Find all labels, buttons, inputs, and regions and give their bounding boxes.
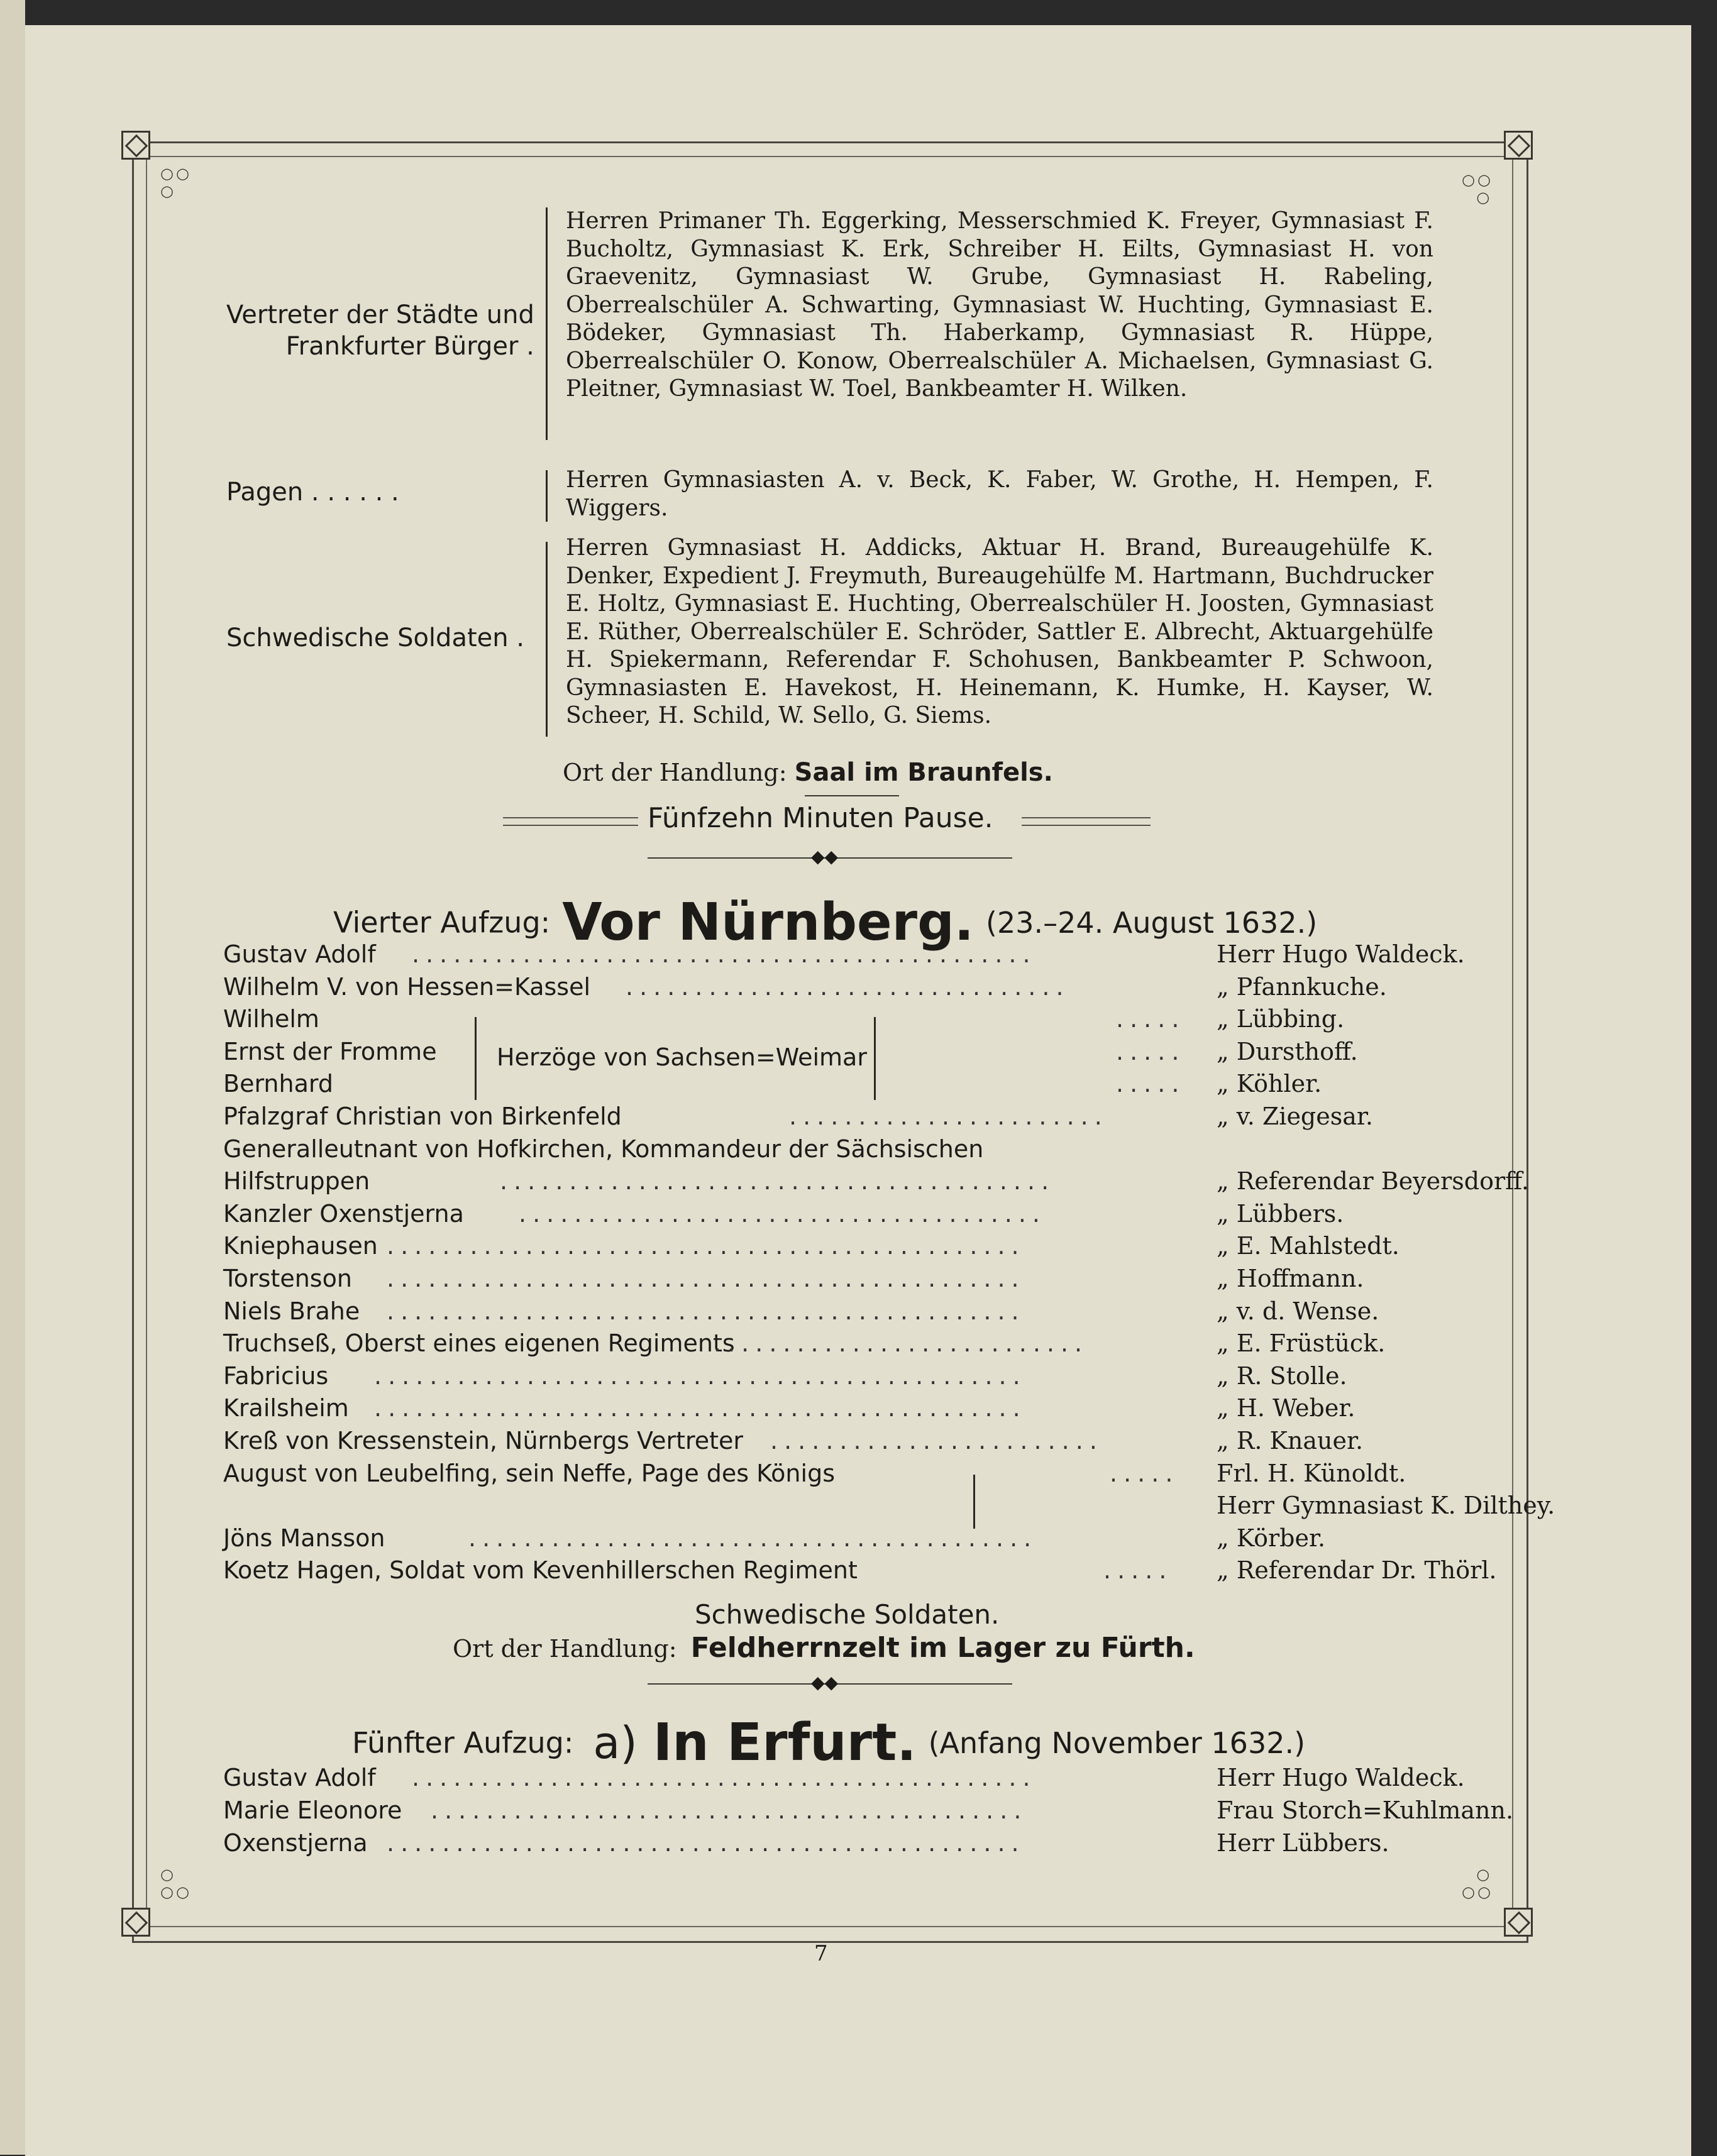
cast-row: [223, 1329, 1418, 1360]
leader-dots: .....: [1110, 1459, 1179, 1487]
actor-name: „ R. Knauer.: [1217, 1427, 1364, 1455]
place-name: Saal im Braunfels.: [794, 758, 1053, 787]
actor-name: „ Hoffmann.: [1217, 1265, 1364, 1292]
cast-row: [223, 1167, 1529, 1197]
role-name: Generalleutnant von Hofkirchen, Kommandeur der Sächsischen: [223, 1135, 984, 1163]
leader-dots: ................................: [626, 972, 1070, 1001]
actor-name: „ Pfannkuche.: [1217, 972, 1387, 1001]
corner-ornament-top-right: [1504, 131, 1533, 160]
leader-dots: ..............................................: [387, 1297, 1025, 1325]
leader-dots: .....: [1116, 1070, 1186, 1098]
cast-row: [223, 1232, 1418, 1262]
brace-pagen: [546, 470, 548, 522]
actor-name: „ Referendar Dr. Thörl.: [1217, 1556, 1497, 1585]
actor-name: „ E. Mahlstedt.: [1217, 1232, 1400, 1260]
role-name: Gustav Adolf: [223, 940, 376, 968]
group-text-vertreter: Herren Primaner Th. Eggerking, Messerschmied K. Freyer, Gymnasiast F. Bucholtz, Gymnasiast K. Erk, Schreiber H. Eilts, Gymnasiast H. von Graevenitz, Gymnasiast W. Grube, Gymnasiast H. Rabeling, Oberrealschüler A. Schwarting, Gymnasiast W. Huchting, Gymnasiast E. Bödeker, Gymnasiast Th. Haberkamp, Gymnasiast R. Hüppe, Oberrealschüler O. Konow, Oberrealschüler A. Michaelsen, Gymnasiast G. Pleitner, Gymnasiast W. Toel, Bankbeamter H. Wilken.: [566, 208, 1433, 402]
role-name: Truchseß, Oberst eines eigenen Regiments: [223, 1329, 735, 1358]
pause-heading: Fünfzehn Minuten Pause.: [648, 802, 993, 834]
leader-dots: ...............................................: [374, 1394, 1027, 1422]
brace-herzoege-right: [874, 1017, 876, 1100]
cast-row: [223, 1460, 1418, 1490]
label-line: Frankfurter Bürger .: [285, 332, 534, 361]
cast-row: [223, 1200, 1418, 1230]
leader-dots: .............................................: [412, 940, 1037, 968]
act5-date: (Anfang November 1632.): [928, 1725, 1306, 1760]
role-name: Wilhelm V. von Hessen=Kassel: [223, 972, 591, 1001]
cast-row: [223, 1362, 1418, 1392]
circle-ornament-icon: ○ ○○: [160, 1866, 192, 1901]
double-rule-right: [1022, 817, 1151, 826]
leader-dots: ........................: [770, 1427, 1103, 1455]
circle-ornament-icon: ○ ○○: [1462, 1866, 1493, 1901]
leader-dots: .......................: [789, 1103, 1108, 1130]
leader-dots: .........................................: [468, 1524, 1038, 1552]
role-name: Wilhelm: [223, 1005, 319, 1033]
role-name: Fabricius: [223, 1361, 329, 1390]
actor-name: „ Lübbers.: [1217, 1199, 1344, 1228]
cast-row: [223, 1524, 1418, 1554]
circle-ornament-icon: ○○ ○: [160, 165, 192, 200]
diamond-ornament-icon: ◆◆: [811, 846, 839, 867]
page-number: 7: [814, 1941, 828, 1966]
cast-row: [223, 1796, 1514, 1827]
place-name: Feldherrnzelt im Lager zu Fürth.: [690, 1632, 1195, 1664]
leader-dots: ..............................................: [387, 1829, 1025, 1857]
leader-dots: ..............................................: [387, 1265, 1025, 1292]
double-rule-left: [503, 817, 638, 826]
role-name: Kreß von Kressenstein, Nürnbergs Vertreter: [223, 1427, 744, 1455]
leader-dots: ..............................................: [387, 1232, 1025, 1260]
actor-name: Frau Storch=Kuhlmann.: [1217, 1796, 1514, 1824]
act5-prefix: Fünfter Aufzug:: [352, 1725, 574, 1760]
actor-name: „ E. Früstück.: [1217, 1329, 1386, 1358]
cast-row: [223, 940, 1465, 971]
group-label-pagen: Pagen . . . . . .: [226, 478, 399, 507]
act4-extra: Schwedische Soldaten.: [695, 1599, 1000, 1630]
place-line-2: [453, 1632, 1195, 1664]
cast-row: [223, 1394, 1418, 1424]
act4-title: Vor Nürnberg.: [562, 893, 974, 952]
brace-vertreter: [546, 207, 548, 440]
place-prefix: Ort der Handlung:: [563, 759, 787, 786]
corner-ornament-bottom-left: [121, 1908, 150, 1937]
cast-row: [223, 1829, 1418, 1859]
cast-row: [223, 1135, 1418, 1165]
leader-dots: .....: [1116, 1037, 1186, 1065]
role-name: Jöns Mansson: [223, 1524, 385, 1552]
place-prefix: Ort der Handlung:: [453, 1635, 677, 1663]
role-name: Kanzler Oxenstjerna: [223, 1199, 464, 1228]
book-spine: [0, 0, 25, 2155]
role-name: Torstenson: [223, 1265, 352, 1292]
actor-name: „ H. Weber.: [1217, 1394, 1355, 1422]
actor-name: „ Dursthoff.: [1217, 1037, 1358, 1065]
role-name: Kniephausen: [223, 1232, 378, 1260]
label-line: Vertreter der Städte und: [226, 300, 534, 329]
actor-name: „ v. Ziegesar.: [1217, 1103, 1373, 1130]
brace-label: Herzöge von Sachsen=Weimar: [497, 1043, 867, 1071]
circle-ornament-icon: ○○ ○: [1462, 171, 1493, 206]
act5-part: a): [593, 1717, 638, 1769]
actor-name: „ v. d. Wense.: [1217, 1297, 1379, 1325]
role-name: Niels Brahe: [223, 1297, 360, 1325]
corner-ornament-bottom-right: [1504, 1908, 1533, 1937]
actor-name: Herr Hugo Waldeck.: [1217, 940, 1465, 968]
role-name: August von Leubelfing, sein Neffe, Page des Königs: [223, 1459, 835, 1487]
actor-name: Herr Hugo Waldeck.: [1217, 1764, 1465, 1791]
cast-row: [223, 1297, 1418, 1328]
cast-row: [223, 1427, 1418, 1457]
role-name: Hilfstruppen: [223, 1167, 370, 1196]
act5-title: In Erfurt.: [653, 1713, 917, 1773]
leader-dots: .....: [1103, 1556, 1173, 1585]
act4-date: (23.–24. August 1632.): [986, 905, 1318, 940]
place-line-1: [563, 758, 1053, 787]
actor-name: Frl. H. Künoldt.: [1217, 1459, 1406, 1487]
actor-name: „ Lübbing.: [1217, 1005, 1345, 1033]
leader-dots: ...........................................: [431, 1796, 1028, 1824]
cast-row: [223, 1265, 1418, 1295]
role-name: Gustav Adolf: [223, 1764, 376, 1791]
cast-row: [223, 1005, 1418, 1035]
actor-name: „ Referendar Beyersdorff.: [1217, 1167, 1529, 1196]
cast-row: [223, 1556, 1497, 1587]
group-text-soldaten: Herren Gymnasiast H. Addicks, Aktuar H. Brand, Bureaugehülfe K. Denker, Expedient J. Freymuth, Bureaugehülfe M. Hartmann, Buchdrucker E. Holtz, Gymnasiast E. Huchting, Oberrealschüler H. Joosten, Gymnasiast E. Rüther, Oberrealschüler E. Schröder, Sattler E. Albrecht, Aktuargehülfe H. Spiekermann, Referendar F. Schohusen, Bankbeamter P. Schwoon, Gymnasiasten E. Havekost, H. Heinemann, K. Humke, H. Kayser, W. Scheer, H. Schild, W. Sello, G. Siems.: [566, 535, 1433, 729]
brace-leubelfing: [973, 1475, 975, 1529]
cast-row: [223, 1070, 1418, 1100]
leader-dots: ...........................: [714, 1329, 1089, 1358]
actor-name: Herr Gymnasiast K. Dilthey.: [1217, 1492, 1555, 1520]
act4-prefix: Vierter Aufzug:: [333, 905, 551, 940]
group-label-soldaten: Schwedische Soldaten .: [226, 624, 525, 652]
brace-soldaten: [546, 542, 548, 737]
role-name: Bernhard: [223, 1070, 333, 1098]
actor-name: „ Köhler.: [1217, 1070, 1322, 1098]
leader-dots: ........................................: [500, 1167, 1056, 1196]
cast-row: [223, 973, 1418, 1003]
leader-dots: ...............................................: [374, 1361, 1027, 1390]
role-name: Krailsheim: [223, 1394, 349, 1422]
actor-name: „ Körber.: [1217, 1524, 1326, 1552]
role-name: Pfalzgraf Christian von Birkenfeld: [223, 1103, 622, 1130]
brace-herzoege-left: [475, 1017, 477, 1100]
group-label-vertreter: [226, 299, 534, 362]
role-name: Ernst der Fromme: [223, 1037, 437, 1065]
leader-dots: ......................................: [519, 1199, 1047, 1228]
actor-name: „ R. Stolle.: [1217, 1361, 1347, 1390]
corner-ornament-top-left: [121, 131, 150, 160]
group-text-pagen: Herren Gymnasiasten A. v. Beck, K. Faber, W. Grothe, H. Hempen, F. Wiggers.: [566, 467, 1433, 521]
role-name: Oxenstjerna: [223, 1829, 368, 1857]
cast-row: [223, 1103, 1418, 1133]
role-name: Marie Eleonore: [223, 1796, 402, 1824]
cast-row: [223, 1492, 1555, 1522]
role-name: Koetz Hagen, Soldat vom Kevenhillerschen Regiment: [223, 1556, 858, 1585]
short-rule: [805, 795, 899, 796]
leader-dots: .............................................: [412, 1764, 1037, 1791]
actor-name: Herr Lübbers.: [1217, 1829, 1389, 1857]
diamond-ornament-icon: ◆◆: [811, 1672, 839, 1693]
leader-dots: .....: [1116, 1005, 1186, 1033]
cast-row: [223, 1764, 1465, 1794]
